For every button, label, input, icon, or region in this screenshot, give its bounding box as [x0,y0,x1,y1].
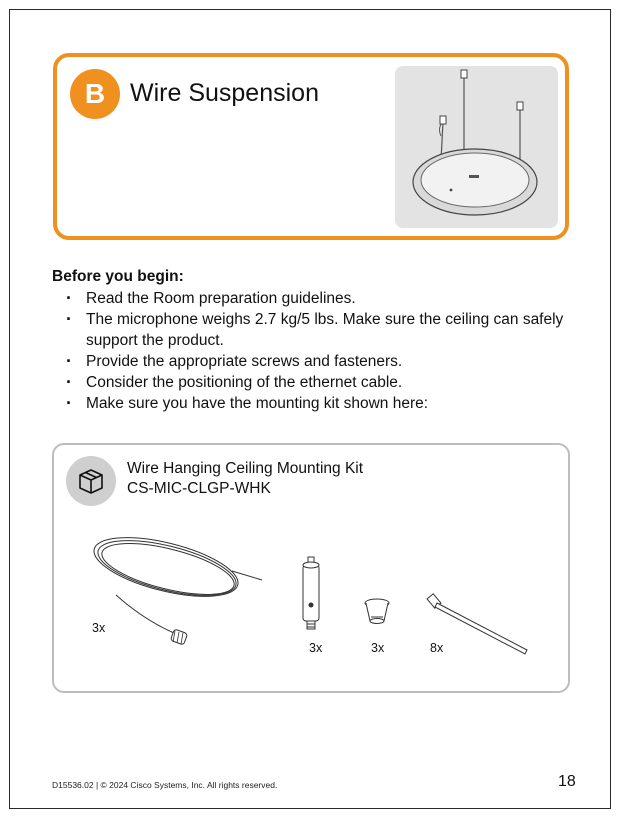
section-header-box [53,53,569,240]
ceiling-microphone-drawing [395,66,558,228]
list-item: · The microphone weighs 2.7 kg/5 lbs. Make sure the ceiling can safely support the product. [52,309,581,351]
mounting-kit-box [52,443,570,693]
wire-cable-quantity: 3x [92,621,106,635]
footer-doc-info: D15536.02 | © 2024 Cisco Systems, Inc. All rights reserved. [52,780,278,790]
ceiling-plug-quantity: 3x [371,641,385,655]
before-you-begin-heading: Before you begin: [52,268,184,285]
anchor-bolt-quantity: 3x [309,641,323,655]
ceiling-plug-drawing [365,599,389,624]
wire-suspension-illustration [395,66,558,228]
section-badge: B [70,69,120,119]
kit-code: CS-MIC-CLGP-WHK [127,480,271,497]
section-title: Wire Suspension [130,79,319,107]
anchor-bolt-drawing [303,557,319,629]
list-item: · Provide the appropriate screws and fasteners. [52,351,582,372]
before-you-begin-section [52,268,582,414]
list-item: · Make sure you have the mounting kit shown here: [52,393,582,414]
list-item: · Read the Room preparation guidelines. [52,288,582,309]
list-item: · Consider the positioning of the ethernet cable. [52,372,582,393]
kit-name: Wire Hanging Ceiling Mounting Kit [127,460,364,477]
cable-tie-quantity: 8x [430,641,444,655]
prerequisite-list [52,288,582,414]
wire-cable-drawing [88,526,262,633]
page-number: 18 [558,773,576,790]
wire-end-fitting [170,629,187,645]
